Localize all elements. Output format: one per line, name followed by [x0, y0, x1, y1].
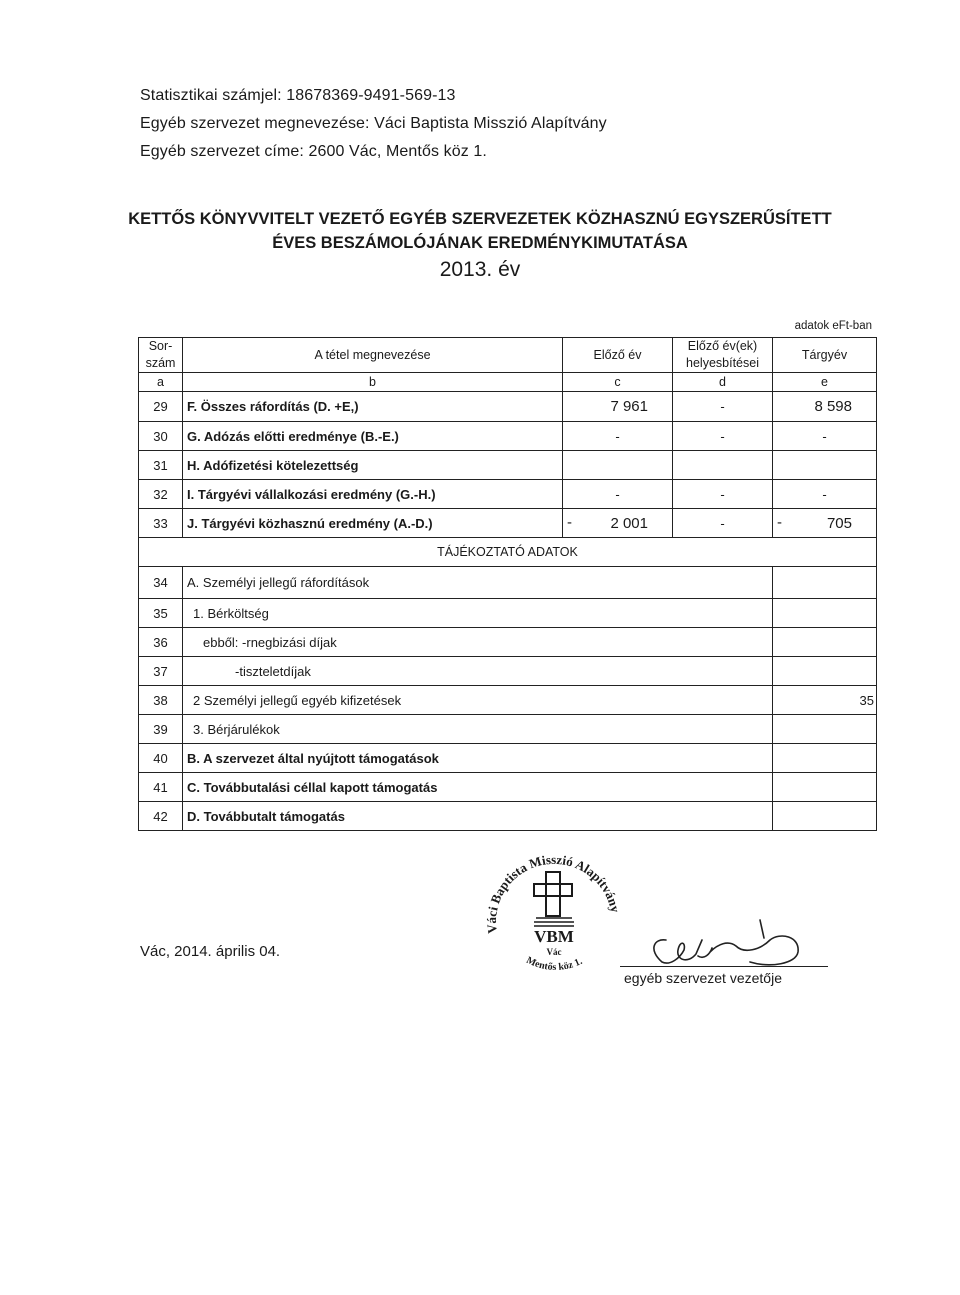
signature-line	[620, 966, 828, 967]
row-prev: 7 961	[563, 392, 673, 422]
letter-b: b	[183, 373, 563, 392]
row-curr	[773, 657, 877, 686]
info-heading: TÁJÉKOZTATÓ ADATOK	[139, 538, 877, 567]
stamp-bottom-text: Mentős köz 1.	[524, 954, 585, 973]
row-curr	[773, 599, 877, 628]
table-row	[139, 802, 877, 831]
row-number: 42	[139, 802, 183, 831]
row-corr: -	[673, 422, 773, 451]
cross-icon	[534, 872, 572, 916]
table-row	[139, 599, 877, 628]
org-address: Egyéb szervezet címe: 2600 Vác, Mentős köz 1.	[140, 143, 487, 160]
header-corr: Előző év(ek) helyesbítései	[673, 338, 773, 373]
row-curr	[773, 802, 877, 831]
row-label: D. Továbbutalt támogatás	[183, 802, 773, 831]
row-number: 40	[139, 744, 183, 773]
table-row	[139, 657, 877, 686]
row-label: B. A szervezet által nyújtott támogatások	[183, 744, 773, 773]
letter-e: e	[773, 373, 877, 392]
table-row	[139, 392, 877, 422]
row-number: 34	[139, 567, 183, 599]
waves-icon	[534, 918, 574, 926]
place-date: Vác, 2014. április 04.	[140, 943, 281, 960]
header-name: A tétel megnevezése	[183, 338, 563, 373]
row-number: 37	[139, 657, 183, 686]
row-curr-value: 705	[826, 514, 852, 532]
letter-a: a	[139, 373, 183, 392]
table-row	[139, 567, 877, 599]
row-corr: -	[673, 480, 773, 509]
row-curr	[773, 715, 877, 744]
report-title-line2: ÉVES BESZÁMOLÓJÁNAK EREDMÉNYKIMUTATÁSA	[272, 234, 688, 252]
row-label: -tiszteletdíjak	[183, 657, 773, 686]
row-curr: -	[773, 422, 877, 451]
table-row	[139, 480, 877, 509]
row-number: 38	[139, 686, 183, 715]
header-sorszam: Sor- szám	[139, 338, 183, 373]
table-row	[139, 451, 877, 480]
header-prev: Előző év	[563, 338, 673, 373]
row-label: 2 Személyi jellegű egyéb kifizetések	[183, 686, 773, 715]
letter-d: d	[673, 373, 773, 392]
row-number: 32	[139, 480, 183, 509]
row-number: 36	[139, 628, 183, 657]
report-title-line1: KETTŐS KÖNYVVITELT VEZETŐ EGYÉB SZERVEZETEK KÖZHASZNÚ EGYSZERŰSÍTETT	[128, 210, 832, 228]
table-row	[139, 422, 877, 451]
info-heading-row	[139, 538, 877, 567]
row-number: 41	[139, 773, 183, 802]
row-label: 3. Bérjárulékok	[183, 715, 773, 744]
table-letter-row	[139, 373, 877, 392]
row-curr	[773, 509, 877, 538]
table-row	[139, 773, 877, 802]
row-label: G. Adózás előtti eredménye (B.-E.)	[183, 422, 563, 451]
row-number: 30	[139, 422, 183, 451]
row-curr	[773, 567, 877, 599]
row-curr-sign: -	[777, 514, 782, 531]
unit-note: adatok eFt-ban	[794, 320, 872, 332]
letter-c: c	[563, 373, 673, 392]
row-prev: -	[563, 480, 673, 509]
row-label: F. Összes ráfordítás (D. +E,)	[183, 392, 563, 422]
row-curr	[773, 773, 877, 802]
row-number: 39	[139, 715, 183, 744]
row-prev	[563, 509, 673, 538]
row-label: J. Tárgyévi közhasznú eredmény (A.-D.)	[183, 509, 563, 538]
row-corr	[673, 451, 773, 480]
table-row	[139, 715, 877, 744]
signature-label: egyéb szervezet vezetője	[624, 970, 782, 986]
row-label: C. Továbbutalási céllal kapott támogatás	[183, 773, 773, 802]
table-row	[139, 628, 877, 657]
table-row	[139, 686, 877, 715]
row-curr	[773, 744, 877, 773]
organization-stamp	[478, 832, 630, 982]
table-row	[139, 744, 877, 773]
report-year: 2013. év	[439, 258, 521, 281]
row-label: I. Tárgyévi vállalkozási eredmény (G.-H.)	[183, 480, 563, 509]
row-label: A. Személyi jellegű ráfordítások	[183, 567, 773, 599]
row-label: 1. Bérköltség	[183, 599, 773, 628]
row-prev	[563, 451, 673, 480]
stamp-ring-text: Váci Baptista Misszió Alapítvány	[483, 851, 624, 935]
income-statement-table	[138, 337, 877, 831]
table-row	[139, 509, 877, 538]
row-curr: 8 598	[773, 392, 877, 422]
row-curr	[773, 628, 877, 657]
row-label: ebből: -rnegbizási díjak	[183, 628, 773, 657]
header-curr: Tárgyév	[773, 338, 877, 373]
row-number: 35	[139, 599, 183, 628]
stamp-center-text: VBM	[534, 927, 574, 946]
row-number: 33	[139, 509, 183, 538]
org-name: Egyéb szervezet megnevezése: Váci Baptista Misszió Alapítvány	[140, 115, 607, 132]
table-header-row	[139, 338, 877, 373]
row-curr: 35	[773, 686, 877, 715]
row-prev: -	[563, 422, 673, 451]
row-curr: -	[773, 480, 877, 509]
row-label: H. Adófizetési kötelezettség	[183, 451, 563, 480]
stamp-sub-text: Vác	[546, 947, 562, 957]
row-number: 29	[139, 392, 183, 422]
row-prev-value: 2 001	[610, 514, 648, 532]
row-corr: -	[673, 392, 773, 422]
row-number: 31	[139, 451, 183, 480]
row-curr	[773, 451, 877, 480]
stat-id: Statisztikai számjel: 18678369-9491-569-13	[140, 87, 456, 104]
row-prev-sign: -	[567, 514, 572, 531]
row-corr: -	[673, 509, 773, 538]
